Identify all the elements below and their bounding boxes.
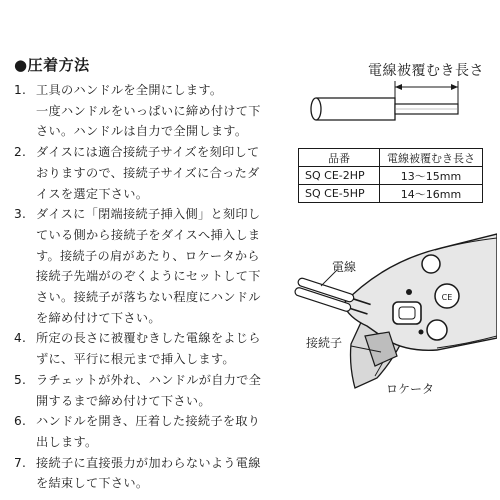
step-line: ダイスに「閉端接続子挿入側」と刻印し	[36, 207, 261, 222]
step-number: 6.	[14, 414, 27, 429]
step-line: 所定の長さに被覆むきした電線をよじら	[36, 331, 261, 346]
table-row	[299, 167, 483, 185]
step-line: ている側から接続子をダイスへ挿入しま	[36, 227, 261, 242]
strip-length-table	[298, 148, 483, 203]
step-line: ラチェットが外れ、ハンドルが自力で全	[36, 372, 262, 387]
step-number: 3.	[14, 207, 27, 222]
step-text	[36, 80, 282, 142]
step-line: 出します。	[36, 434, 98, 449]
connector-label: 接続子	[306, 336, 343, 350]
step-item	[14, 370, 282, 411]
crimp-tool-illustration	[285, 228, 497, 396]
step-line: を結束して下さい。	[36, 476, 149, 491]
step-number: 7.	[14, 455, 27, 470]
step-item	[14, 411, 282, 452]
step-line: さい。接続子が落ちない程度にハンドル	[36, 290, 261, 305]
step-number: 5.	[14, 372, 27, 387]
strip-length-cell: 14～16mm	[380, 185, 483, 203]
column-header-model: 品番	[299, 149, 380, 167]
column-header-strip-length: 電線被覆むき長さ	[380, 149, 483, 167]
die-marking: CE	[441, 293, 453, 302]
step-line: 一度ハンドルをいっぱいに締め付けて下	[36, 103, 261, 118]
step-line: 工具のハンドルを全開にします。	[36, 83, 223, 97]
step-line: おりますので、接続子サイズに合ったダ	[36, 165, 260, 180]
table-header-row	[299, 149, 483, 167]
step-line: さい。ハンドルは自力で全開します。	[36, 124, 248, 139]
step-item	[14, 80, 282, 142]
step-number: 1.	[14, 83, 27, 97]
locator-label: ロケータ	[386, 382, 435, 396]
step-line: ずに、平行に根元まで挿入します。	[36, 352, 235, 367]
wire-label: 電線	[332, 260, 357, 274]
model-cell: SQ CE-5HP	[299, 185, 380, 203]
step-text	[36, 411, 282, 452]
step-line: を締め付けて下さい。	[36, 310, 161, 325]
step-text	[36, 370, 282, 411]
step-text	[36, 204, 282, 328]
step-line: す。接続子の肩があたり、ロケータから	[36, 248, 260, 263]
steps-list	[14, 80, 282, 494]
step-line: 接続子に直接張力が加わらないよう電線	[36, 455, 261, 470]
step-text	[36, 453, 282, 494]
step-number: 4.	[14, 331, 27, 346]
stripped-wire-illustration	[290, 78, 500, 138]
step-text	[36, 328, 282, 369]
step-item	[14, 453, 282, 494]
table-row	[299, 185, 483, 203]
step-line: 接続子先端がのぞくようにセットして下	[36, 269, 261, 284]
strip-length-title: 電線被覆むき長さ	[368, 63, 484, 79]
step-text	[36, 142, 282, 204]
step-line: イスを選定下さい。	[36, 186, 149, 201]
strip-length-cell: 13～15mm	[380, 167, 483, 185]
step-number: 2.	[14, 145, 27, 160]
step-item	[14, 204, 282, 328]
step-line: ダイスには適合接続子サイズを刻印して	[36, 145, 260, 160]
step-line: ハンドルを開き、圧着した接続子を取り	[36, 414, 261, 429]
step-item	[14, 328, 282, 369]
step-line: 開するまで締め付けて下さい。	[36, 393, 211, 408]
model-cell: SQ CE-2HP	[299, 167, 380, 185]
step-item	[14, 142, 282, 204]
section-title: ●圧着方法	[14, 56, 90, 74]
